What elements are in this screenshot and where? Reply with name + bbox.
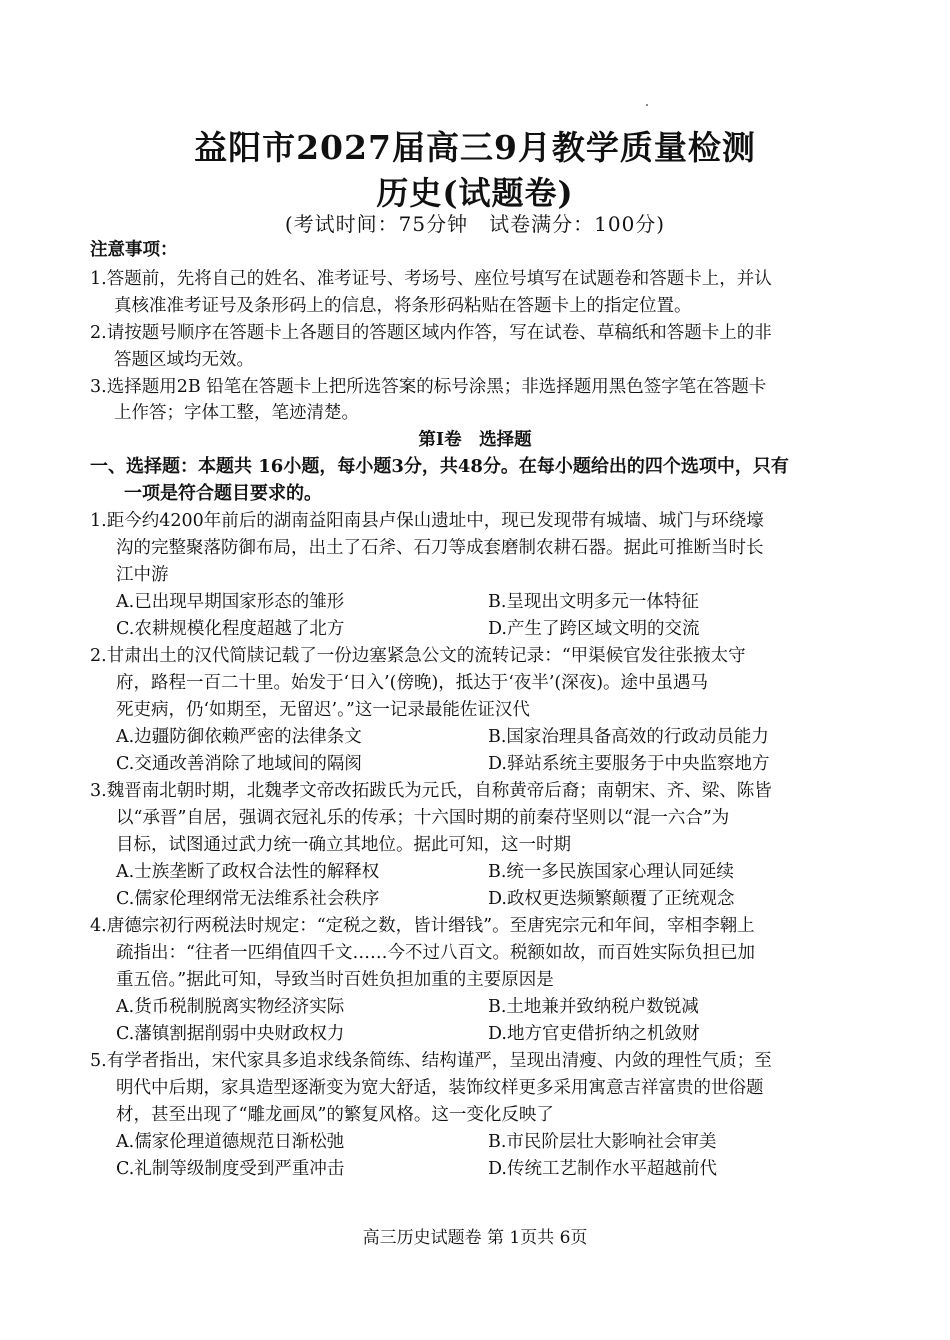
question-stem: 重五倍。”据此可知，导致当时百姓负担加重的主要原因是 bbox=[116, 970, 554, 990]
exam-info: (考试时间：75分钟 试卷满分：100分) bbox=[284, 212, 666, 236]
question-stem: 以“承晋”自居，强调衣冠礼乐的传承；十六国时期的前秦苻坚则以“混一六合”为 bbox=[116, 808, 730, 828]
question-stem: 目标，试图通过武力统一确立其地位。据此可知，这一时期 bbox=[116, 835, 571, 855]
note-line: 上作答；字体工整，笔迹清楚。 bbox=[114, 403, 359, 423]
page-footer: 高三历史试题卷 第 1页共 6页 bbox=[362, 1228, 588, 1248]
note-line: 2.请按题号顺序在答题卡上各题目的答题区域内作答，写在试卷、草稿纸和答题卡上的非 bbox=[90, 323, 772, 343]
section-instructions: 一、选择题：本题共 16小题，每小题3分，共48分。在每小题给出的四个选项中，只有 bbox=[90, 456, 789, 477]
option-b: B.市民阶层壮大影响社会审美 bbox=[488, 1132, 717, 1152]
question-stem: 2.甘肃出土的汉代简牍记载了一份边塞紧急公文的流转记录：“甲渠候官发往张掖太守 bbox=[90, 646, 746, 666]
question-stem: 沟的完整聚落防御布局，出土了石斧、石刀等成套磨制农耕石器。据此可推断当时长 bbox=[116, 538, 764, 558]
question-stem: 1.距今约4200年前后的湖南益阳南县卢保山遗址中，现已发现带有城墙、城门与环绕壕 bbox=[90, 511, 764, 531]
note-line: 答题区域均无效。 bbox=[114, 350, 254, 370]
option-a: A.儒家伦理道德规范日渐松弛 bbox=[116, 1132, 345, 1152]
option-b: B.呈现出文明多元一体特征 bbox=[488, 592, 699, 612]
note-line: 1.答题前，先将自己的姓名、准考证号、考场号、座位号填写在试题卷和答题卡上，并认 bbox=[90, 269, 772, 289]
note-line: 3.选择题用2B 铅笔在答题卡上把所选答案的标号涂黑；非选择题用黑色签字笔在答题卡 bbox=[90, 377, 767, 397]
question-stem: 4.唐德宗初行两税法时规定：“定税之数，皆计缗钱”。至唐宪宗元和年间，宰相李翱上 bbox=[90, 916, 755, 936]
option-d: D.政权更迭频繁颠覆了正统观念 bbox=[488, 889, 735, 909]
option-c: C.儒家伦理纲常无法维系社会秩序 bbox=[116, 889, 380, 909]
option-c: C.藩镇割据削弱中央财政权力 bbox=[116, 1024, 345, 1044]
option-d: D.传统工艺制作水平超越前代 bbox=[488, 1159, 717, 1179]
section-instructions-cont: 一项是符合题目要求的。 bbox=[124, 483, 322, 504]
question-stem: 明代中后期，家具造型逐渐变为宽大舒适，装饰纹样更多采用寓意吉祥富贵的世俗题 bbox=[116, 1078, 764, 1098]
option-a: A.货币税制脱离实物经济实际 bbox=[116, 997, 345, 1017]
option-d: D.产生了跨区域文明的交流 bbox=[488, 619, 700, 639]
note-line: 真核准准考证号及条形码上的信息，将条形码粘贴在答题卡上的指定位置。 bbox=[114, 296, 692, 316]
option-d: D.地方官吏借折纳之机敛财 bbox=[488, 1024, 700, 1044]
notes-heading: 注意事项： bbox=[90, 240, 178, 260]
option-a: A.已出现早期国家形态的雏形 bbox=[116, 592, 345, 612]
option-b: B.土地兼并致纳税户数锐减 bbox=[488, 997, 699, 1017]
option-c: C.礼制等级制度受到严重冲击 bbox=[116, 1159, 345, 1179]
option-b: B.统一多民族国家心理认同延续 bbox=[488, 862, 734, 882]
question-stem: 3.魏晋南北朝时期，北魏孝文帝改拓跋氏为元氏，自称黄帝后裔；南朝宋、齐、梁、陈皆 bbox=[90, 781, 772, 801]
option-a: A.边疆防御依赖严密的法律条文 bbox=[116, 727, 362, 747]
option-c: C.交通改善消除了地域间的隔阂 bbox=[116, 754, 362, 774]
subject-title: 历史(试题卷) bbox=[376, 174, 574, 212]
part1-title: 第Ⅰ卷 选择题 bbox=[418, 430, 532, 450]
question-stem: 疏指出：“往者一匹绢值四千文……今不过八百文。税额如故，而百姓实际负担已加 bbox=[116, 943, 755, 963]
option-d: D.驿站系统主要服务于中央监察地方 bbox=[488, 754, 770, 774]
option-c: C.农耕规模化程度超越了北方 bbox=[116, 619, 345, 639]
option-b: B.国家治理具备高效的行政动员能力 bbox=[488, 727, 769, 747]
exam-title: 益阳市2027届高三9月教学质量检测 bbox=[194, 128, 756, 167]
question-stem: 5.有学者指出，宋代家具多追求线条简练、结构谨严，呈现出清瘦、内敛的理性气质；至 bbox=[90, 1051, 772, 1071]
question-stem: 府，路程一百二十里。始发于‘日入’(傍晚)，抵达于‘夜半’(深夜)。途中虽遇马 bbox=[116, 673, 709, 693]
question-stem: 死吏病，仍‘如期至，无留迟’。”这一记录最能佐证汉代 bbox=[116, 700, 530, 720]
question-stem: 材，甚至出现了“雕龙画凤”的繁复风格。这一变化反映了 bbox=[116, 1105, 554, 1125]
scan-speck bbox=[646, 104, 648, 106]
question-stem: 江中游 bbox=[116, 565, 169, 585]
option-a: A.士族垄断了政权合法性的解释权 bbox=[116, 862, 380, 882]
